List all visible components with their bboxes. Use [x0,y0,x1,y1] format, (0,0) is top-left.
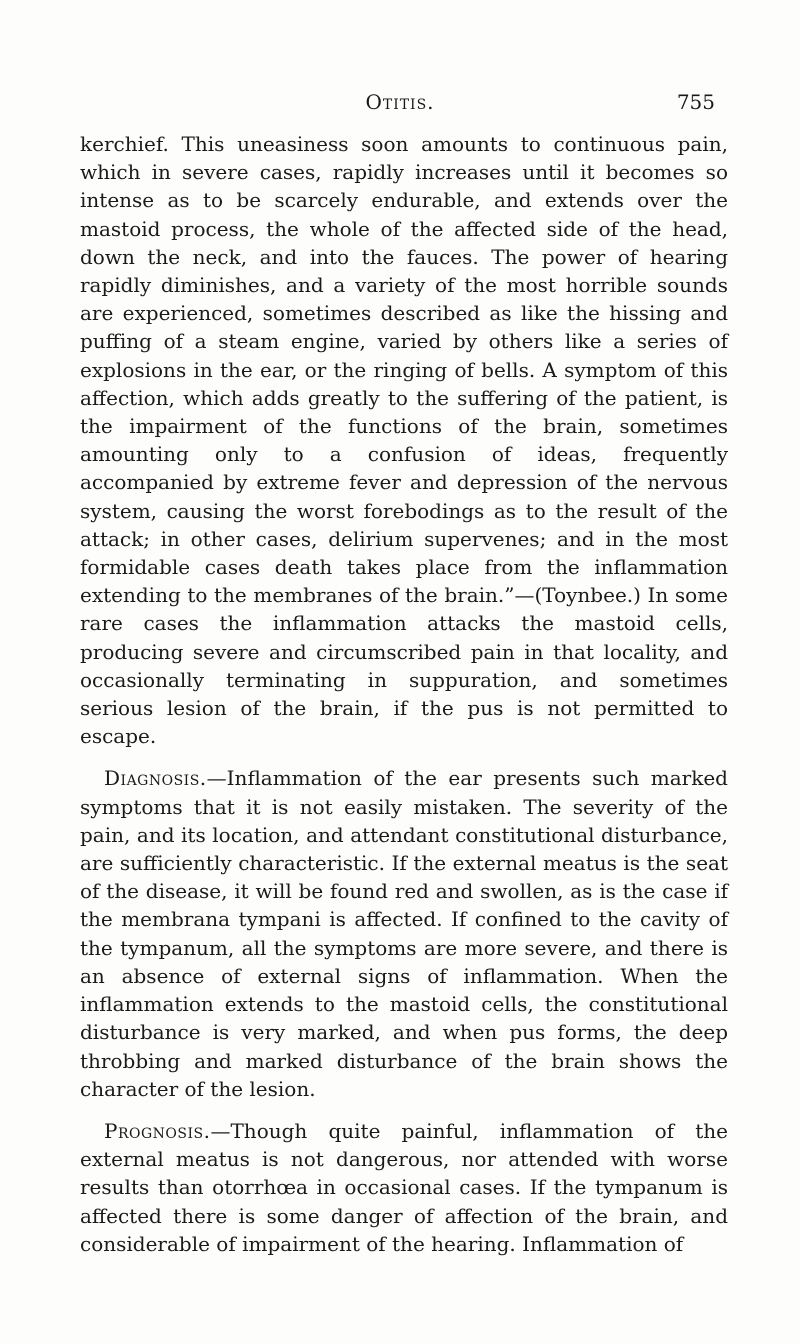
running-title: Otitis. [365,90,435,114]
paragraph-text: —Though quite painful, inflammation of the external meatus is not dangerous, nor attended with worse results than otorrhœa in occasional cases. If the tympanum is affected there is some danger of affection of the brain, and considerable of impairment of the hearing. Inflammation of [80,1118,728,1256]
paragraph-text: —Inflammation of the ear presents such marked symptoms that it is not easily mistaken. The severity of the pain, and its location, and attendant constitutional disturbance, are sufficiently characteristic. If the external meatus is the seat of the disease, it will be found red and swollen, as is the case if the membrana tympani is affected. If confined to the cavity of the tympanum, all the symptoms are more severe, and there is an absence of external signs of inflammation. When the inflammation extends to the mastoid cells, the constitutional disturbance is very marked, and when pus forms, the deep throbbing and marked disturbance of the brain shows the character of the lesion. [80,766,728,1101]
paragraph-prognosis [80,1117,728,1258]
page-number: 755 [676,90,715,114]
body-text [80,130,728,1258]
section-heading-prognosis: Prognosis. [104,1118,211,1143]
paragraph-text: kerchief. This uneasiness soon amounts to continuous pain, which in severe cases, rapidly increases until it becomes so intense as to be scarcely endurable, and extends over the mastoid process, the whole of the affected side of the head, down the neck, and into the fauces. The power of hearing rapidly diminishes, and a variety of the most horrible sounds are experienced, sometimes described as like the hissing and puffing of a steam engine, varied by others like a series of explosions in the ear, or the ringing of bells. A symptom of this affection, which adds greatly to the suffering of the patient, is the impairment of the functions of the brain, sometimes amounting only to a confusion of ideas, frequently accompanied by extreme fever and depression of the nervous system, causing the worst forebodings as to the result of the attack; in other cases, delirium supervenes; and in the most formidable cases death takes place from the inflammation extending to the membranes of the brain.”—(Toynbee.) In some rare cases the inflammation attacks the mastoid cells, producing severe and circumscribed pain in that locality, and occasionally terminating in suppuration, and sometimes serious lesion of the brain, if the pus is not permitted to escape. [80,132,728,749]
running-head [0,90,800,120]
paragraph-continuation [80,130,728,750]
section-heading-diagnosis: Diagnosis. [104,766,207,791]
paragraph-diagnosis [80,764,728,1102]
